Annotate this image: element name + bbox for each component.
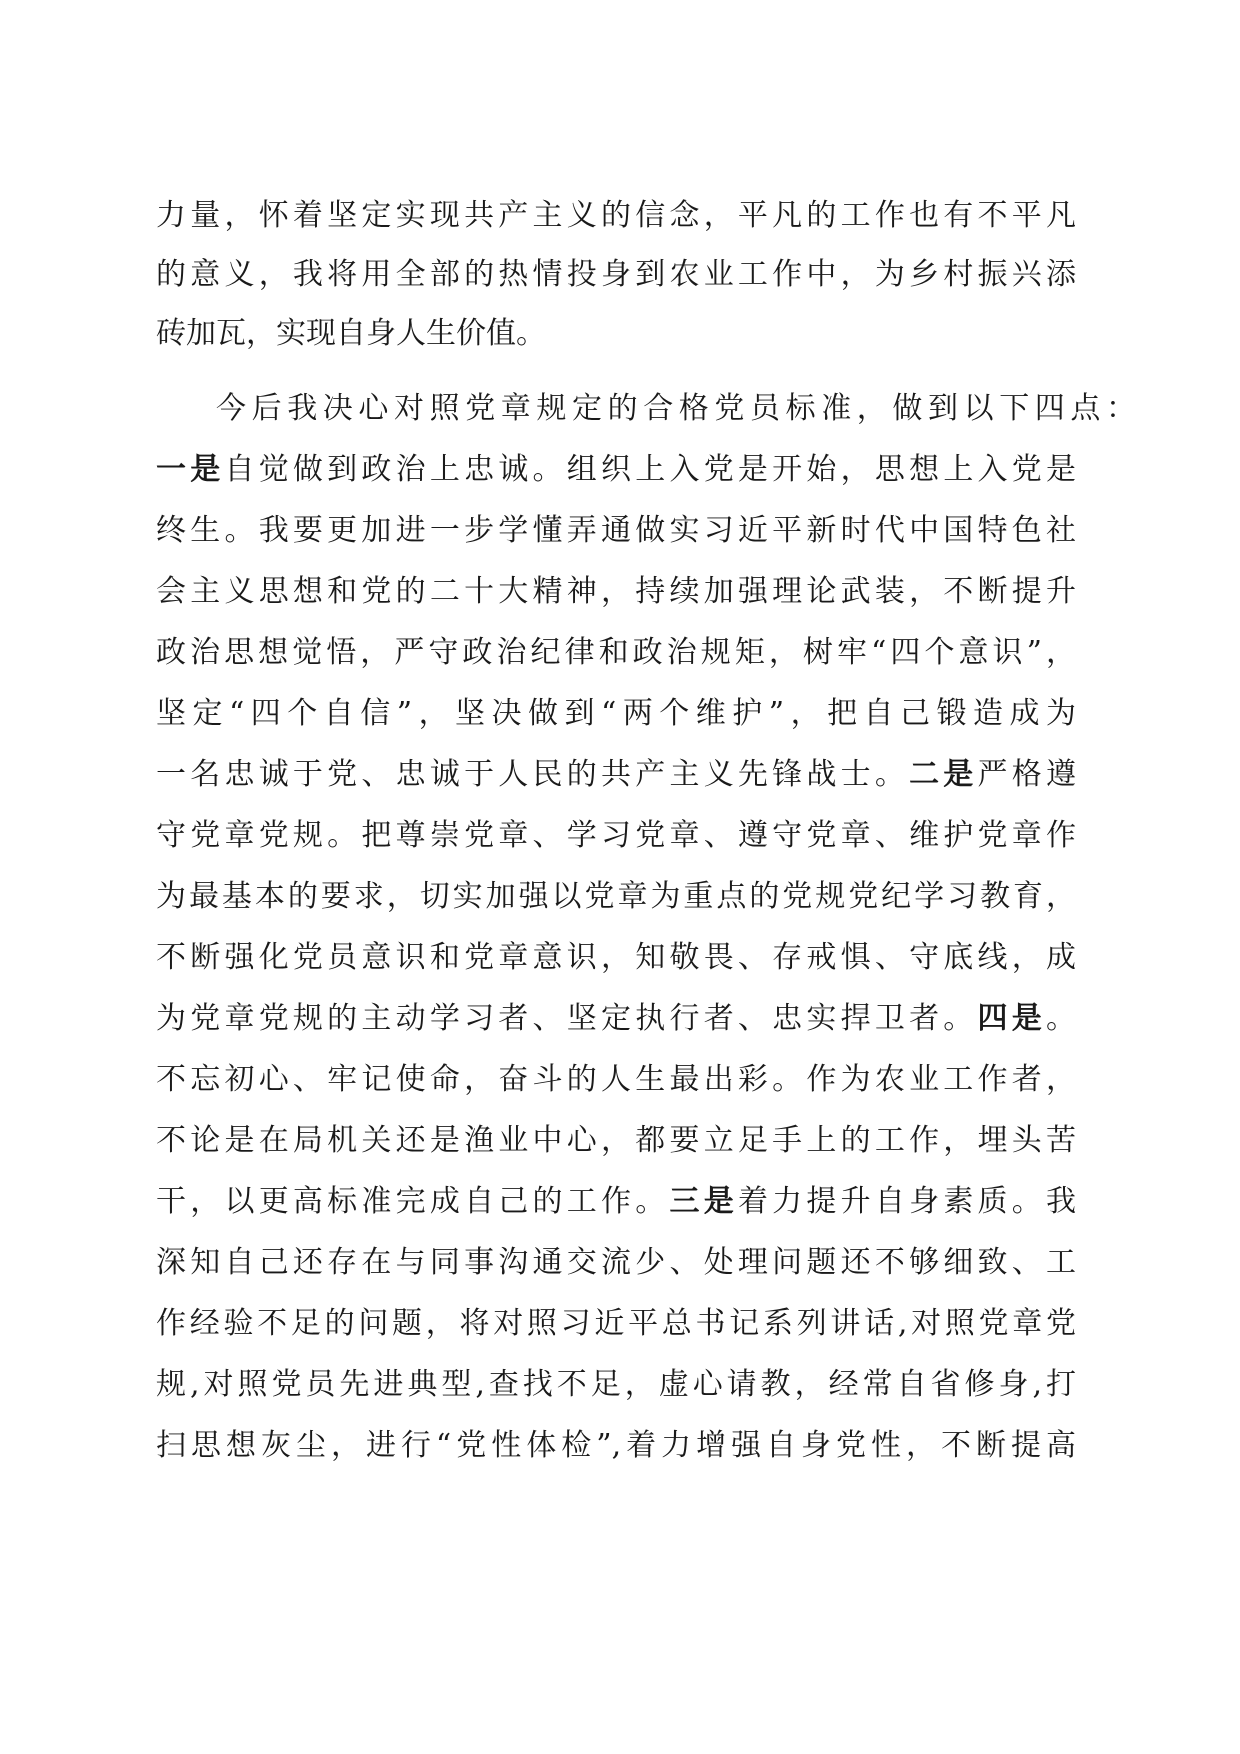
body-line-1: 力量，怀着坚定实现共产主义的信念，平凡的工作也有不平凡: [156, 198, 1076, 233]
body-line-13: 不断强化党员意识和党章意识，知敬畏、存戒惧、守底线，成: [156, 940, 1076, 975]
body-line-9: 坚定“四个自信”，坚决做到“两个维护”，把自己锻造成为: [156, 696, 1076, 731]
body-line-6: 终生。我要更加进一步学懂弄通做实习近平新时代中国特色社: [156, 513, 1076, 548]
body-line-5: 一是自觉做到政治上忠诚。组织上入党是开始，思想上入党是: [156, 452, 1077, 487]
body-line-4: 今后我决心对照党章规定的合格党员标准，做到以下四点：: [216, 391, 1136, 426]
body-line-10: 一名忠诚于党、忠诚于人民的共产主义先锋战士。二是严格遵: [156, 757, 1077, 792]
body-line-12: 为最基本的要求，切实加强以党章为重点的党规党纪学习教育，: [156, 879, 1076, 914]
point-two-heading: 二是: [909, 757, 978, 792]
body-line-2: 的意义，我将用全部的热情投身到农业工作中，为乡村振兴添: [156, 257, 1076, 292]
body-line-11: 守党章党规。把尊崇党章、学习党章、遵守党章、维护党章作: [156, 818, 1076, 853]
body-line-14: 为党章党规的主动学习者、坚定执行者、忠实捍卫者。四是。: [156, 1001, 1077, 1036]
point-three-heading: 三是: [669, 1184, 738, 1219]
body-line-20: 规,对照党员先进典型,查找不足，虚心请教，经常自省修身,打: [156, 1367, 1076, 1402]
body-line-16: 不论是在局机关还是渔业中心，都要立足手上的工作，埋头苦: [156, 1123, 1076, 1158]
body-line-19: 作经验不足的问题，将对照习近平总书记系列讲话,对照党章党: [156, 1306, 1076, 1341]
body-line-7: 会主义思想和党的二十大精神，持续加强理论武装，不断提升: [156, 574, 1076, 609]
point-one-heading: 一是: [156, 452, 225, 487]
point-four-heading: 四是: [977, 1001, 1047, 1036]
body-line-8: 政治思想觉悟，严守政治纪律和政治规矩，树牢“四个意识”，: [156, 635, 1076, 670]
body-line-3: 砖加瓦，实现自身人生价值。: [156, 316, 546, 351]
body-line-15: 不忘初心、牢记使命，奋斗的人生最出彩。作为农业工作者，: [156, 1062, 1076, 1097]
body-line-17: 干，以更高标准完成自己的工作。三是着力提升自身素质。我: [156, 1184, 1077, 1219]
body-line-18: 深知自己还存在与同事沟通交流少、处理问题还不够细致、工: [156, 1245, 1076, 1280]
body-line-21: 扫思想灰尘，进行“党性体检”,着力增强自身党性，不断提高: [156, 1428, 1076, 1463]
